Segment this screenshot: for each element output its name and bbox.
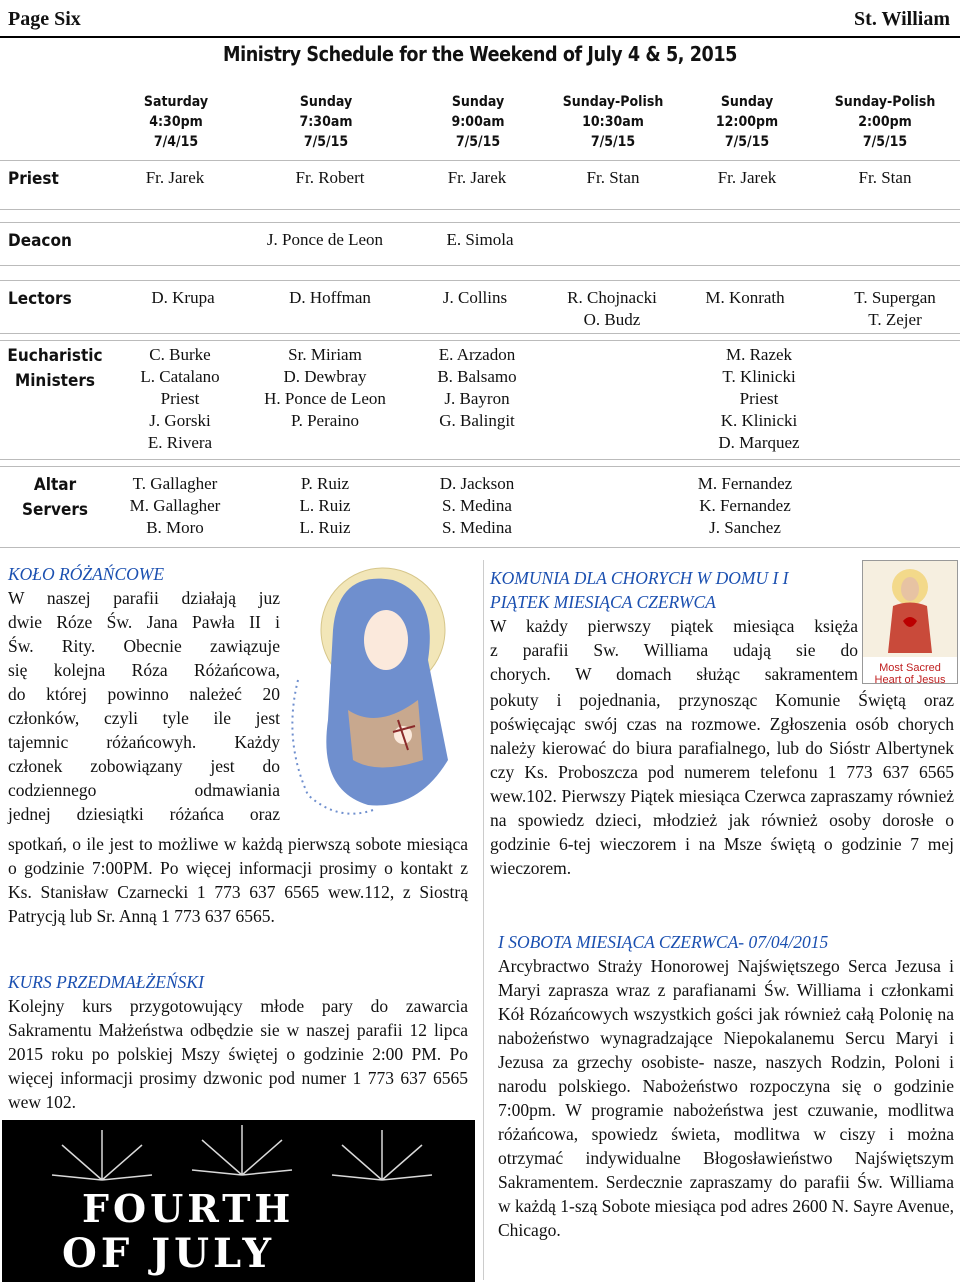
- schedule-name: E. Simola: [446, 230, 514, 249]
- column-header-time: 7:30am: [299, 114, 353, 130]
- column-header-date: 7/5/15: [590, 134, 636, 150]
- communion-article-wide: [490, 688, 954, 880]
- communion-narrow-text: [490, 614, 858, 686]
- column-header-time: 4:30pm: [149, 114, 203, 130]
- rosary-article-narrow: [8, 562, 280, 826]
- schedule-name: S. Medina: [442, 518, 512, 537]
- schedule-name: L. Ruiz: [299, 518, 351, 537]
- first-saturday-article: [498, 930, 954, 1242]
- schedule-name: L. Ruiz: [299, 496, 351, 515]
- column-header-time: 12:00pm: [715, 114, 779, 130]
- lector-cell: [400, 287, 550, 309]
- communion-wide-text: pokuty i pojednania, przynosząc Komunie Świętą oraz poświęcając swój czas na rozmowe. Zgłoszenia osób chorych należy kierować do biura parafialnego, lub do Sióstr Albertynek czy Ks. Proboszcza pod numerem telefonu 1 773 637 6565 wew.102. Pierwszy Piątek miesiąca Czerwca zapraszamy również na spowiedz dzieci, młodzież jak również osoby dorosłe o godzinie 6-tej wieczorem i na Msze świętą o godzinie 7 mej wieczorem.: [490, 690, 954, 878]
- schedule-name: K. Fernandez: [699, 496, 791, 515]
- schedule-name: Sr. Miriam: [288, 345, 362, 364]
- schedule-name: M. Fernandez: [697, 474, 793, 493]
- column-header-6: [822, 92, 948, 152]
- text-line: członek zobowiązany jest do: [8, 756, 280, 776]
- altar-label-1: Altar: [33, 475, 77, 495]
- sacred-heart-caption-1: Most Sacred: [879, 662, 941, 674]
- deacon-cell: [405, 229, 555, 251]
- schedule-name: R. Chojnacki: [567, 288, 657, 307]
- text-line: codziennego odmawiania: [8, 780, 280, 800]
- schedule-name: D. Hoffman: [289, 288, 371, 307]
- text-line: dwie Róze Św. Jana Pawła II i: [8, 612, 280, 632]
- column-header-day: Saturday: [143, 94, 209, 110]
- priest-cell: [402, 167, 552, 189]
- communion-title-1: KOMUNIA DLA CHORYCH W DOMU I I: [490, 568, 789, 588]
- schedule-name: K. Klinicki: [720, 411, 798, 430]
- lectors-label: Lectors: [8, 289, 72, 309]
- text-line: się kolejna Róza Różańcowa,: [8, 660, 280, 680]
- schedule-name: D. Marquez: [718, 433, 800, 452]
- schedule-name: D. Krupa: [151, 288, 215, 307]
- schedule-name: T. Zejer: [868, 310, 922, 329]
- schedule-name: T. Klinicki: [722, 367, 796, 386]
- schedule-name: Fr. Robert: [295, 168, 365, 187]
- column-header-date: 7/4/15: [153, 134, 199, 150]
- schedule-name: D. Dewbray: [283, 367, 367, 386]
- communion-title-2: PIĄTEK MIESIĄCA CZERWCA: [490, 592, 716, 612]
- eucharistic-cell: [684, 344, 834, 454]
- schedule-name: H. Ponce de Leon: [264, 389, 386, 408]
- schedule-name: S. Medina: [442, 496, 512, 515]
- sacred-heart-image: [862, 560, 958, 684]
- sacred-heart-caption-2: Heart of Jesus: [874, 674, 946, 686]
- column-header-2: [263, 92, 389, 152]
- communion-article-narrow: [490, 566, 858, 686]
- altar-server-cell: [250, 473, 400, 539]
- marriage-course-article: [8, 970, 468, 1114]
- rosary-title: KOŁO RÓŻAŃCOWE: [8, 564, 165, 584]
- lector-cell: [108, 287, 258, 309]
- column-header-day: Sunday: [299, 94, 353, 110]
- column-header-day: Sunday: [720, 94, 774, 110]
- altar-server-cell: [670, 473, 820, 539]
- lector-cell: [537, 287, 687, 331]
- first-saturday-title: I SOBOTA MIESIĄCA CZERWCA- 07/04/2015: [498, 932, 829, 952]
- sacred-heart-graphic: [863, 561, 957, 657]
- text-line: W naszej parafii działają juz: [8, 588, 280, 608]
- text-line: W każdy pierwszy piątek miesiąca księża: [490, 616, 858, 636]
- schedule-name: D. Jackson: [439, 474, 515, 493]
- virgin-mary-image: [278, 560, 478, 830]
- schedule-name: M. Gallagher: [129, 496, 221, 515]
- schedule-name: J. Gorski: [149, 411, 211, 430]
- lector-cell: [255, 287, 405, 309]
- deacon-label: Deacon: [8, 231, 72, 251]
- schedule-name: P. Peraino: [291, 411, 359, 430]
- priest-label: Priest: [8, 169, 59, 189]
- text-line: jednej dziesiątki różańca oraz: [8, 804, 280, 824]
- schedule-name: B. Moro: [146, 518, 204, 537]
- text-line: członków, czyli tyle ile jest: [8, 708, 280, 728]
- column-header-date: 7/5/15: [724, 134, 770, 150]
- eucharistic-cell: [250, 344, 400, 432]
- priest-cell: [100, 167, 250, 189]
- schedule-name: T. Gallagher: [132, 474, 218, 493]
- schedule-name: J. Ponce de Leon: [266, 230, 384, 249]
- eucharistic-label-2: Ministers: [14, 371, 96, 391]
- text-line: z parafii Sw. Williama udają sie do: [490, 640, 858, 660]
- text-line: chorych. W domach służąc sakramentem: [490, 664, 858, 684]
- schedule-name: J. Collins: [442, 288, 508, 307]
- column-header-4: [550, 92, 676, 152]
- rosary-narrow-text: [8, 586, 280, 826]
- column-header-day: Sunday-Polish: [834, 94, 936, 110]
- eucharistic-label-1: Eucharistic: [7, 346, 103, 366]
- priest-cell: [255, 167, 405, 189]
- column-header-date: 7/5/15: [303, 134, 349, 150]
- schedule-name: M. Konrath: [705, 288, 785, 307]
- schedule-name: Fr. Jarek: [145, 168, 205, 187]
- fireworks-text-line2: OF JULY: [62, 1230, 276, 1277]
- marriage-course-text: Kolejny kurs przygotowujący młode pary do zawarcia Sakramentu Małżeństwa odbędzie sie w naszej parafii 12 lipca 2015 roku po polskiej Mszy świętej o godzinie 2:00 PM. Po więcej informacji prosimy dzwonic pod numer 1 773 637 6565 wew 102.: [8, 996, 468, 1112]
- lector-cell: [820, 287, 960, 331]
- schedule-name: Fr. Stan: [586, 168, 640, 187]
- column-header-time: 10:30am: [582, 114, 644, 130]
- deacon-cell: [250, 229, 400, 251]
- priest-cell: [538, 167, 688, 189]
- column-header-3: [415, 92, 541, 152]
- schedule-name: Priest: [160, 389, 200, 408]
- schedule-name: Fr. Stan: [858, 168, 912, 187]
- lector-cell: [670, 287, 820, 309]
- column-header-time: 9:00am: [451, 114, 505, 130]
- eucharistic-cell: [105, 344, 255, 454]
- schedule-name: Priest: [739, 389, 779, 408]
- parish-name: St. William: [854, 8, 950, 30]
- column-header-day: Sunday: [451, 94, 505, 110]
- schedule-name: O. Budz: [583, 310, 641, 329]
- column-header-time: 2:00pm: [858, 114, 912, 130]
- text-line: do której powinno należeć 20: [8, 684, 280, 704]
- column-header-5: [684, 92, 810, 152]
- schedule-name: L. Catalano: [140, 367, 220, 386]
- schedule-name: P. Ruiz: [300, 474, 350, 493]
- altar-server-cell: [100, 473, 250, 539]
- text-line: tajemnic różańcowyh. Każdy: [8, 732, 280, 752]
- schedule-name: J. Sanchez: [709, 518, 781, 537]
- schedule-name: G. Balingit: [439, 411, 515, 430]
- rosary-article-wide: [8, 832, 468, 928]
- text-line: Św. Rity. Obecnie zawiązuje: [8, 636, 280, 656]
- page-number: Page Six: [8, 8, 81, 30]
- altar-server-cell: [402, 473, 552, 539]
- column-header-day: Sunday-Polish: [562, 94, 664, 110]
- priest-cell: [810, 167, 960, 189]
- schedule-name: Fr. Jarek: [717, 168, 777, 187]
- first-saturday-text: Arcybractwo Straży Honorowej Najświętszego Serca Jezusa i Maryi zaprasza wraz z parafianami Św. Williama i członkami Kół Rózańcowych wszystkich gości jak również całą Polonię na nabożeństwo wynagradzające Niepokalanemu Sercu Maryi i Jezusa za grzechy osobiste- nasze, naszych Rodzin, Poloni i narodu polskiego. Nabożeństwo rozpoczyna się o godzinie 7:00pm. W programie nabożeństwa jest czuwanie, modlitwa różańcowa, spowiedz świeta, modlitwa w ciszy i można otrzymać indywidualne Błogosławieństwo Najświętszym Sakramentem. Serdecznie zapraszamy do parafii Św. Williama w każdą 1-szą Sobote miesiąca pod adres 2600 N. Sayre Avenue, Chicago.: [498, 956, 954, 1240]
- page-header: [0, 0, 960, 38]
- schedule-name: E. Arzadon: [438, 345, 516, 364]
- marriage-course-title: KURS PRZEDMAŁŻEŃSKI: [8, 972, 204, 992]
- schedule-name: J. Bayron: [444, 389, 510, 408]
- priest-cell: [672, 167, 822, 189]
- rosary-wide-text: spotkań, o ile jest to możliwe w każdą pierwszą sobote miesiąca o godzinie 7:00PM. Po więcej informacji prosimy o kontakt z Ks. Stanisław Czarnecki 1 773 637 6565 wew.112, z Siostrą Patrycją lub Sr. Anną 1 773 637 6565.: [8, 834, 468, 926]
- column-header-1: [113, 92, 239, 152]
- schedule-name: E. Rivera: [147, 433, 213, 452]
- column-header-date: 7/5/15: [862, 134, 908, 150]
- fourth-of-july-image: [2, 1120, 475, 1282]
- schedule-name: B. Balsamo: [437, 367, 517, 386]
- schedule-name: T. Supergan: [854, 288, 936, 307]
- schedule-name: C. Burke: [149, 345, 211, 364]
- schedule-name: Fr. Jarek: [447, 168, 507, 187]
- schedule-title: Ministry Schedule for the Weekend of July 4 & 5, 2015: [223, 42, 737, 66]
- fireworks-text-line1: FOURTH: [82, 1186, 295, 1231]
- column-divider: [483, 560, 484, 1280]
- eucharistic-cell: [402, 344, 552, 432]
- column-header-date: 7/5/15: [455, 134, 501, 150]
- schedule-name: M. Razek: [725, 345, 793, 364]
- altar-label-2: Servers: [22, 500, 88, 520]
